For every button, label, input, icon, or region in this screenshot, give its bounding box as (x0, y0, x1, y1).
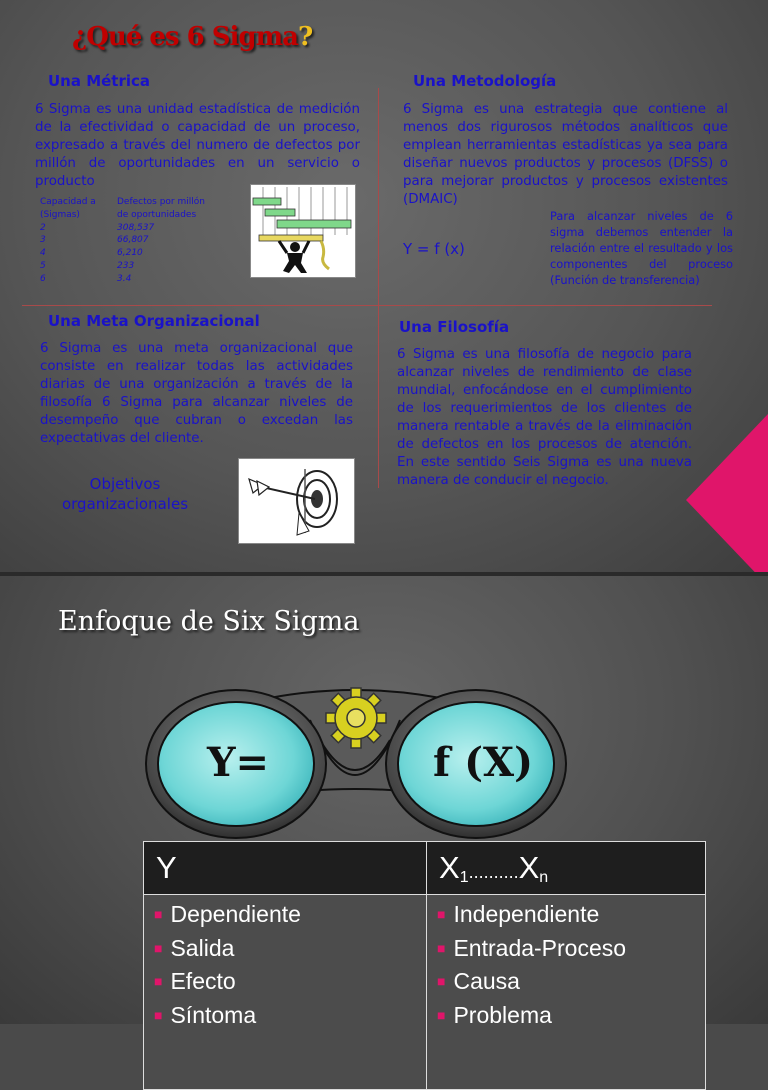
table-cell: 6,210 (117, 248, 143, 259)
objetivos-caption: Objetivos organizacionales (61, 475, 189, 513)
lens-left-label: Y= (207, 739, 270, 786)
target-arrow-illustration (238, 458, 355, 544)
list-item: ■ Dependiente (154, 901, 301, 927)
bullet-icon: ■ (437, 939, 446, 956)
lens-right-label: f (X) (433, 739, 534, 786)
list-item: ■ Independiente (437, 901, 600, 927)
defects-header-line1: Defectos por millón (117, 197, 205, 207)
y-x-comparison-table (143, 841, 706, 1090)
list-item: ■ Problema (437, 1001, 552, 1028)
horizontal-divider (22, 305, 712, 306)
meta-heading: Una Meta Organizacional (48, 312, 260, 330)
pink-accent-triangle (686, 414, 768, 572)
table-cell: 308,537 (117, 222, 155, 233)
list-item: ■ Efecto (154, 968, 236, 994)
y-items-cell (144, 895, 427, 1090)
sigma-capacity-table (40, 196, 205, 286)
x-items-cell (427, 895, 706, 1090)
meta-text: 6 Sigma es una meta organizacional que consiste en realizar todas las actividades diarias de una organización a través de la filosofía 6 Sigma para alcanzar niveles de desempeño que cubran o excedan las expectativas del cliente. (40, 341, 353, 446)
vertical-divider (378, 88, 379, 488)
bullet-icon: ■ (154, 939, 163, 956)
transfer-function-formula: Y = f (x) (403, 240, 465, 258)
capacity-header-line1: Capacidad a (40, 197, 96, 207)
list-item: ■ Salida (154, 934, 235, 961)
metrica-heading: Una Métrica (48, 72, 151, 90)
slide2-title: Enfoque de Six Sigma (58, 606, 360, 637)
table-row: 5 (40, 260, 46, 271)
filosofia-text: 6 Sigma es una filosofía de negocio para alcanzar niveles de rendimiento de clase mundial, enfocándose en el cumplimiento de los requerimientos de los clientes de manera rentable a través de la eliminación de defectos en los procesos de atención. En este sentido Seis Sigma es una nueva manera de conducir el negocio. (397, 347, 692, 488)
table-cell: 3.4 (117, 273, 132, 284)
weightlifter-bars-illustration (250, 184, 356, 278)
capacity-header-line2: (Sigmas) (40, 209, 80, 220)
defects-header-line2: de oportunidades (117, 209, 197, 220)
bullet-icon: ■ (154, 906, 163, 922)
weightlifter-icon (251, 185, 355, 277)
bullet-icon: ■ (437, 973, 446, 989)
gear-icon (326, 688, 386, 748)
table-row: 6 (40, 273, 46, 284)
bullet-icon: ■ (437, 906, 446, 922)
table-row: 3 (40, 235, 46, 246)
table-cell: 233 (117, 260, 135, 271)
metrica-text: 6 Sigma es una unidad estadística de medición de la efectividad o capacidad de un proceso, expresado a través del numero de defectos por millón de oportunidades en un servicio o producto (35, 102, 360, 189)
y-column-header: Y (144, 842, 427, 895)
slide1-title: ¿Qué es 6 Sigma? (72, 22, 313, 52)
filosofia-heading: Una Filosofía (399, 318, 510, 336)
list-item: ■ Entrada-Proceso (437, 934, 627, 961)
bullet-icon: ■ (154, 973, 163, 989)
table-row: 2 (40, 222, 46, 233)
bullet-icon: ■ (437, 1006, 446, 1023)
table-row: 4 (40, 248, 46, 259)
target-icon (239, 459, 354, 543)
bullet-icon: ■ (154, 1006, 163, 1023)
transfer-function-note: Para alcanzar niveles de 6 sigma debemos entender la relación entre el resultado y los componentes del proceso (Función de transferencia) (550, 209, 733, 287)
x-column-header: $X_1..........X_n$ (427, 842, 706, 895)
list-item: ■ Causa (437, 968, 520, 994)
metodologia-text: 6 Sigma es una estrategia que contiene al menos dos rigurosos métodos analíticos que emplean herramientas estadísticas ya sea para diseñar nuevos productos y procesos (DFSS) o para mejorar productos y procesos existentes (DMAIC) (403, 102, 728, 207)
list-item: ■ Síntoma (154, 1001, 257, 1028)
table-cell: 66,807 (117, 235, 149, 246)
metodologia-heading: Una Metodología (413, 72, 557, 90)
